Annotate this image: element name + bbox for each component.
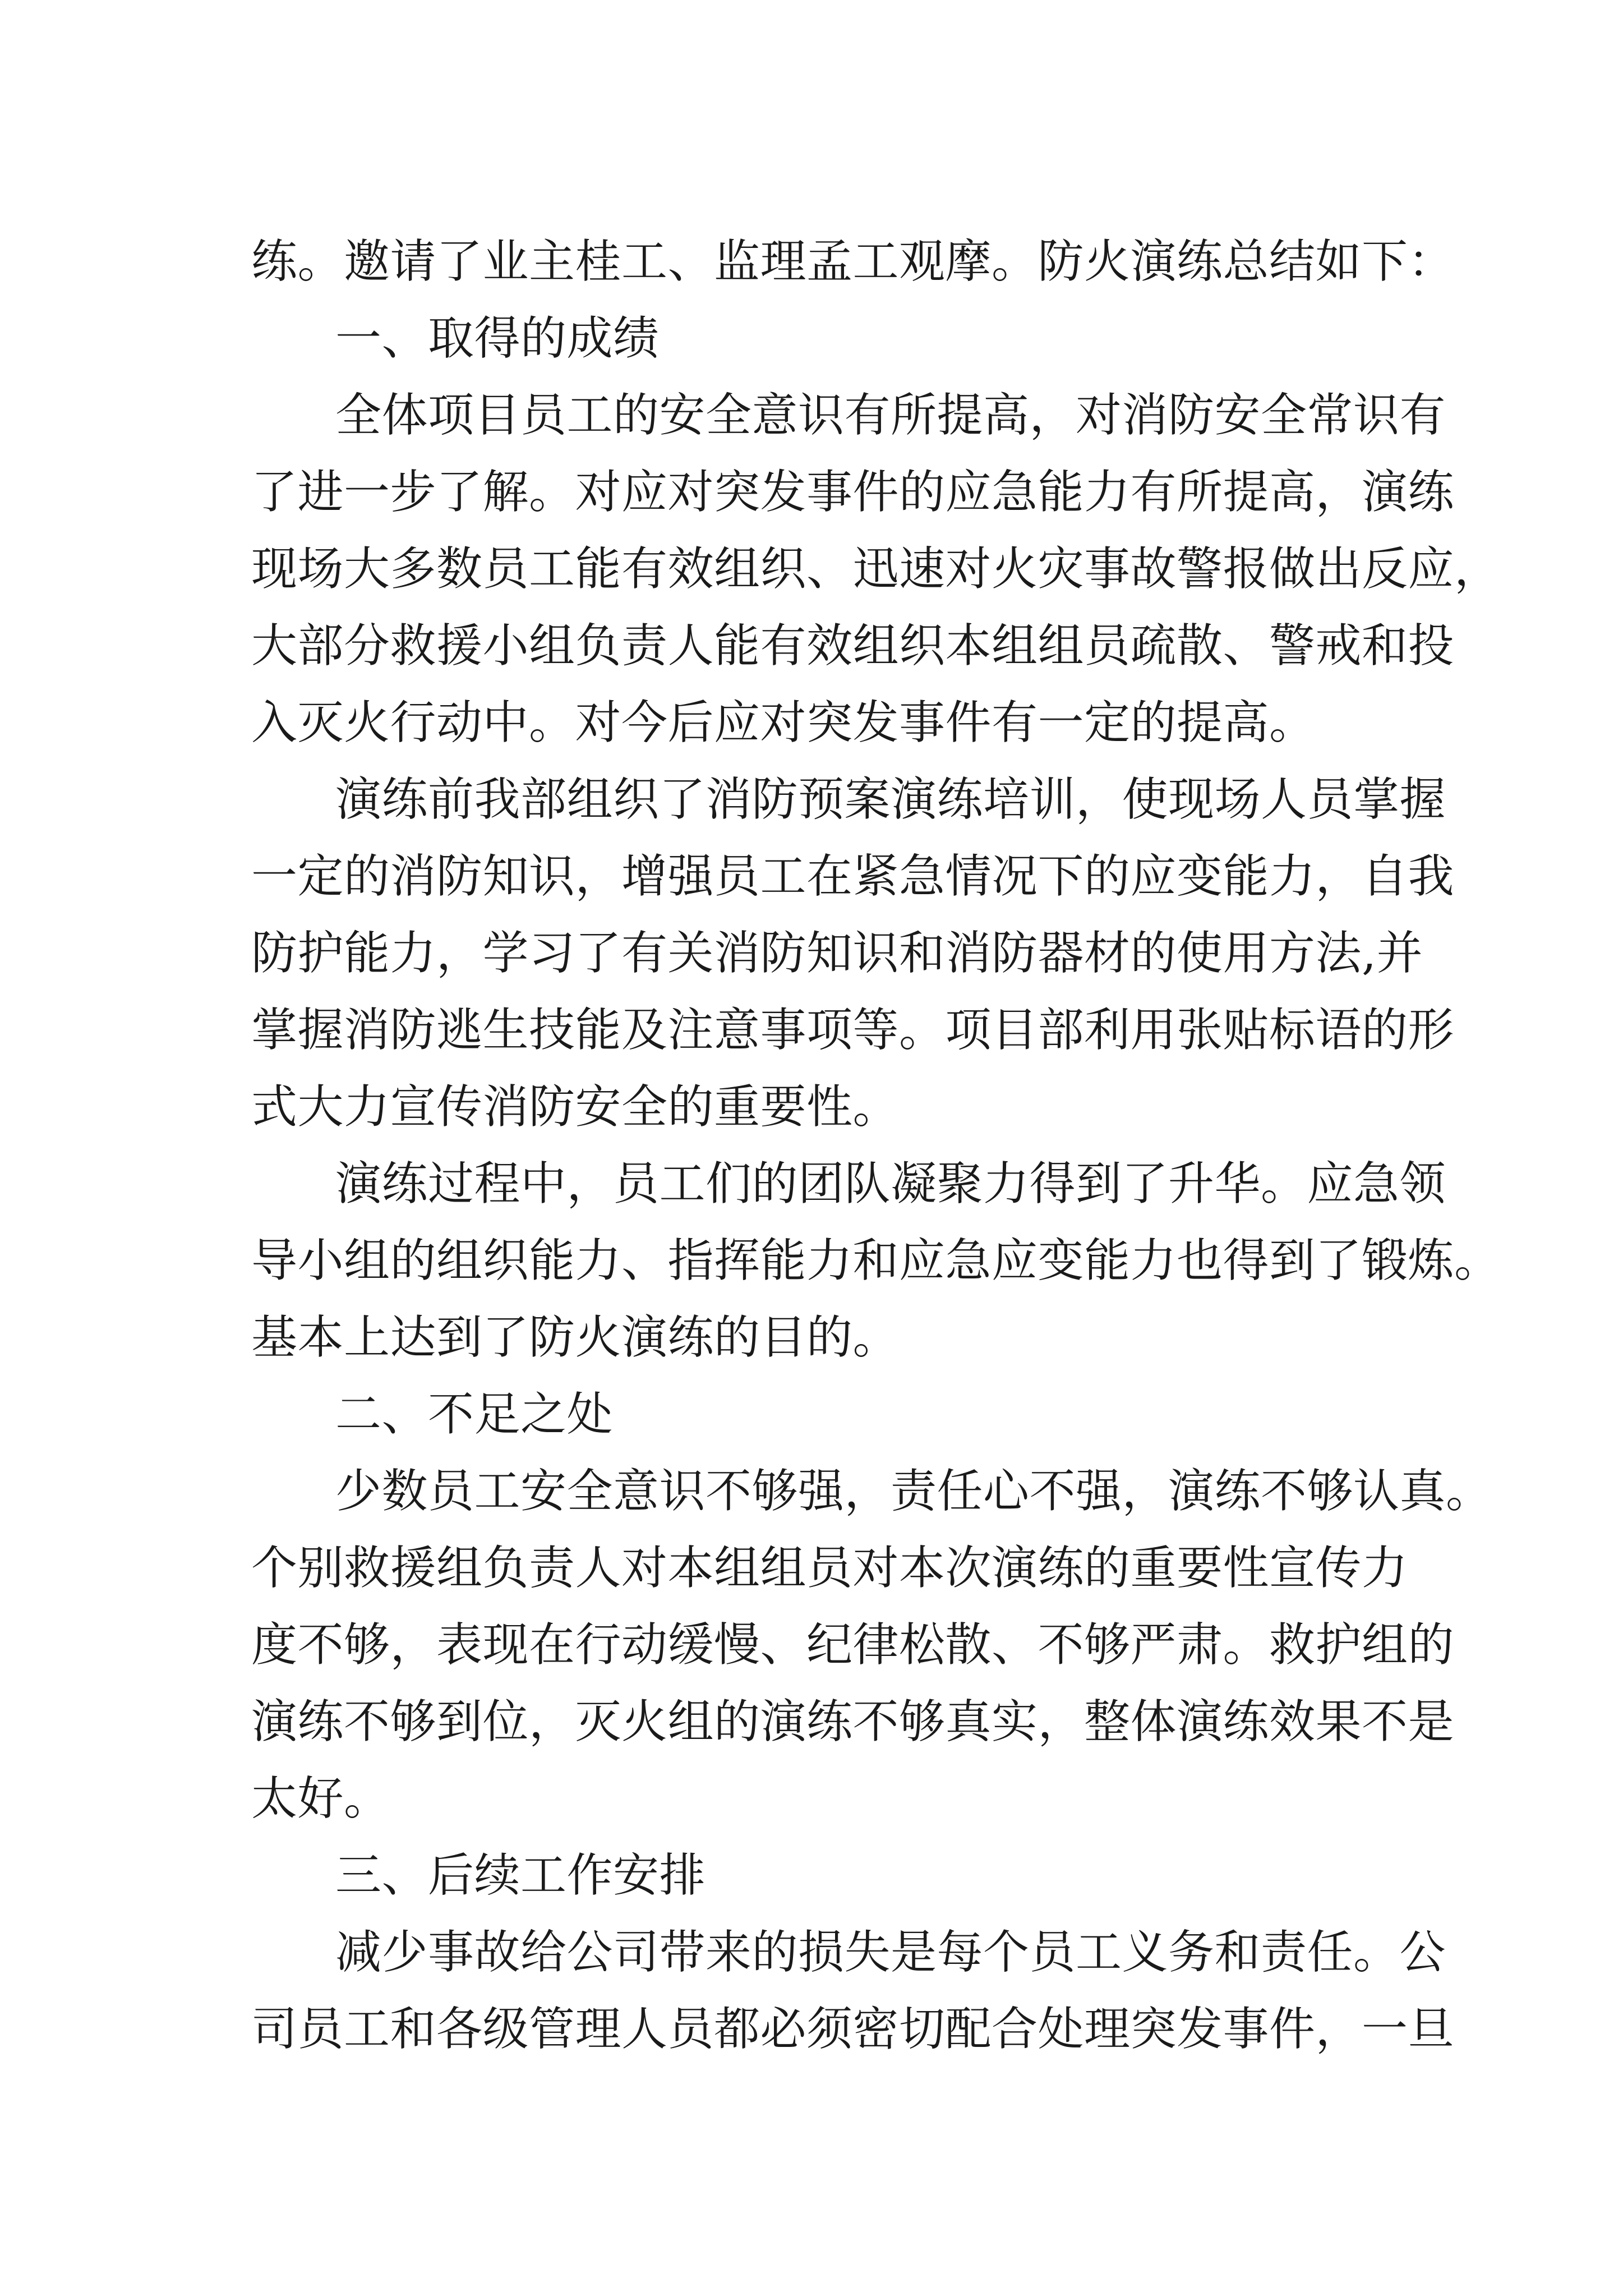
text-line: 少数员工安全意识不够强，责任心不强，演练不够认真。 (335, 1465, 1492, 1518)
text-line: 掌握消防逃生技能及注意事项等。项目部利用张贴标语的形 (251, 1004, 1455, 1057)
section-heading: 三、后续工作安排 (335, 1849, 706, 1902)
text-line: 导小组的组织能力、指挥能力和应急应变能力也得到了锻炼。 (251, 1234, 1501, 1287)
document-page (251, 223, 1501, 2068)
text-line: 个别救援组负责人对本组组员对本次演练的重要性宣传力 (251, 1542, 1408, 1595)
text-line: 练。邀请了业主桂工、监理孟工观摩。防火演练总结如下： (251, 235, 1455, 288)
text-line: 了进一步了解。对应对突发事件的应急能力有所提高，演练 (251, 466, 1455, 519)
text-line: 一定的消防知识，增强员工在紧急情况下的应变能力，自我 (251, 850, 1455, 903)
text-line: 现场大多数员工能有效组织、迅速对火灾事故警报做出反应， (251, 542, 1501, 596)
text-line: 减少事故给公司带来的损失是每个员工义务和责任。公 (335, 1926, 1446, 1979)
text-line: 太好。 (251, 1772, 390, 1825)
text-line: 防护能力，学习了有关消防知识和消防器材的使用方法,并 (251, 927, 1423, 980)
section-heading: 一、取得的成绩 (335, 312, 660, 365)
section-heading: 二、不足之处 (335, 1388, 614, 1441)
text-line: 式大力宣传消防安全的重要性。 (251, 1080, 900, 1134)
text-line: 入灭火行动中。对今后应对突发事件有一定的提高。 (251, 696, 1316, 749)
text-line: 基本上达到了防火演练的目的。 (251, 1311, 900, 1364)
text-line: 演练前我部组织了消防预案演练培训，使现场人员掌握 (335, 773, 1446, 826)
text-line: 司员工和各级管理人员都必须密切配合处理突发事件，一旦 (251, 2003, 1455, 2056)
text-line: 大部分救援小组负责人能有效组织本组组员疏散、警戒和投 (251, 619, 1455, 673)
text-line: 演练过程中，员工们的团队凝聚力得到了升华。应急领 (335, 1157, 1446, 1211)
text-line: 全体项目员工的安全意识有所提高，对消防安全常识有 (335, 389, 1446, 442)
text-line: 度不够，表现在行动缓慢、纪律松散、不够严肃。救护组的 (251, 1618, 1455, 1672)
text-line: 演练不够到位，灭火组的演练不够真实，整体演练效果不是 (251, 1695, 1455, 1749)
